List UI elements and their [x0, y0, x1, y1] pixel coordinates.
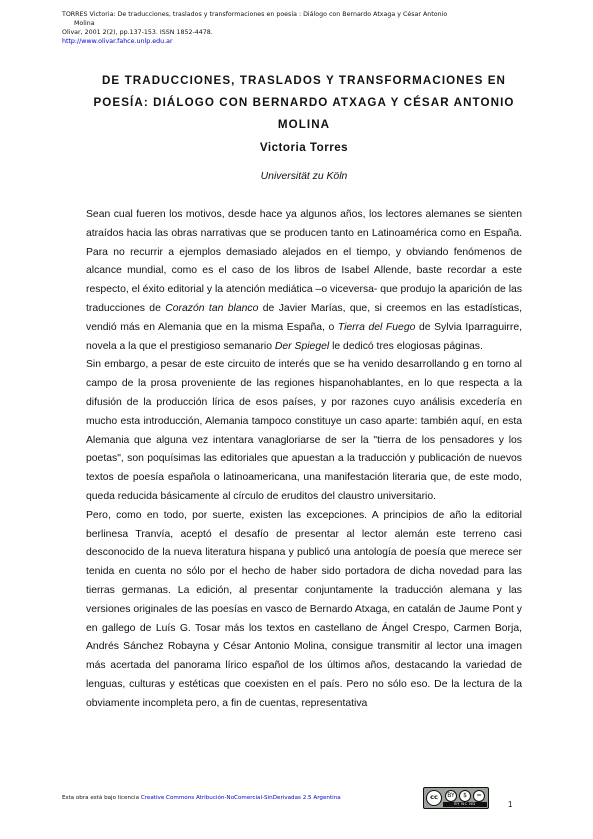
citation-line: TORRES Victoria: De traducciones, traslados y transformaciones en poesía : Diálogo con Bernardo Atxaga y César Antonio — [62, 11, 448, 18]
paragraph-1: Sean cual fueren los motivos, desde hace ya algunos años, los lectores alemanes se sienten atraídos hacia las obras narrativas que se producen tanto en Latinoamérica como en España. Para no recurrir a ejemplos demasiado alejados en el tiempo, y obviando fenómenos de alcance mundial, como es el caso de los libros de Isabel Allende, baste recordar a este respecto, el éxito editorial y la atención mediática –o viceversa- que produjo la aparición de las traducciones de Corazón tan blanco de Javier Marías, que, si creemos en las estadísticas, vendió más en Alemania que en la misma España, o Tierra del Fuego de Sylvia Iparraguirre, novela a la que el prestigioso semanario Der Spiegel le dedicó tres elogiosas páginas. — [86, 209, 523, 352]
cc-license-badge[interactable] — [423, 787, 489, 809]
license-terms-strip: BY NC ND — [443, 802, 487, 807]
magazine-title: Der Spiegel — [274, 340, 330, 352]
journal-url-link[interactable]: http://www.olivar.fahce.unlp.edu.ar — [62, 38, 173, 45]
book-title: Tierra del Fuego — [337, 321, 416, 333]
paragraph-3: Pero, como en todo, por suerte, existen las excepciones. A principios de año la editorial berlinesa Tranvía, aceptó el desafío de presentar al lector alemán este terreno casi desconocido de la nueva literatura hispana y publicó una antología de poesía que merece ser tenida en cuenta no sólo por el hecho de haber sido portadora de dicha novedad para las tierras germanas. La edición, al presentar conjuntamente la traducción alemana y las versiones originales de las poesías en vasco de Bernardo Atxaga, en catalán de Jaume Pont y en gallego de Luís G. Tosar más los textos en castellano de Ángel Crespo, Carmen Borja, Andrés Sánchez Robayna y César Antonio Molina, consigue transmitir al lector una imagen más acertada del panorama lírico español de los últimos años, destacando la variedad de lenguas, culturas y estéticas que coexisten en el país. Pero no sólo eso. De la lectura de la obviamente incompleta pero, a fin de cuentas, representativa — [86, 509, 522, 709]
article-title: DE TRADUCCIONES, TRASLADOS Y TRANSFORMACIONES EN POESÍA: DIÁLOGO CON BERNARDO ATXAGA Y CÉSAR ANTONIO MOLINA — [93, 74, 515, 131]
noncommercial-icon: $ — [459, 790, 471, 802]
article-body — [86, 206, 522, 714]
paragraph-2: Sin embargo, a pesar de este circuito de interés que se ha venido desarrollando g en torno al campo de la prosa proveniente de las regiones hispanohablantes, en lo que respecta a la difusión de la producción lírica de esos países, y por razones cuyo análisis excedería en mucho esta introducción, Alemania tampoco constituye un caso aparte: también aquí, en esta Alemania que alguna vez intentara vanagloriarse de ser la "tierra de los pensadores y los poetas", son poquísimas las editoriales que apuestan a la traducción y publicación de nuevos textos de poesía española o latinoamericana, una manifestación literaria que, de este modo, queda reducida básicamente al círculo de eruditos del claustro universitario. — [86, 359, 522, 502]
attribution-icon: BY — [445, 790, 457, 802]
license-link[interactable]: Creative Commons Atribución-NoComercial-SinDerivadas 2.5 Argentina — [140, 795, 341, 801]
citation-line-continued: Molina — [74, 20, 95, 27]
running-header — [62, 10, 532, 46]
author-name: Victoria Torres — [259, 141, 349, 154]
cc-icon: cc — [426, 790, 442, 806]
journal-reference: Olivar, 2001 2(2), pp.137-153. ISSN 1852-4478. — [62, 29, 213, 36]
noderivatives-icon: = — [473, 790, 485, 802]
page-number: 1 — [508, 800, 513, 809]
author-affiliation: Universität zu Köln — [260, 171, 348, 182]
license-notice: Esta obra está bajo licencia Creative Commons Atribución-NoComercial-SinDerivadas 2.5 Argentina — [62, 795, 341, 801]
book-title: Corazón tan blanco — [165, 302, 259, 314]
